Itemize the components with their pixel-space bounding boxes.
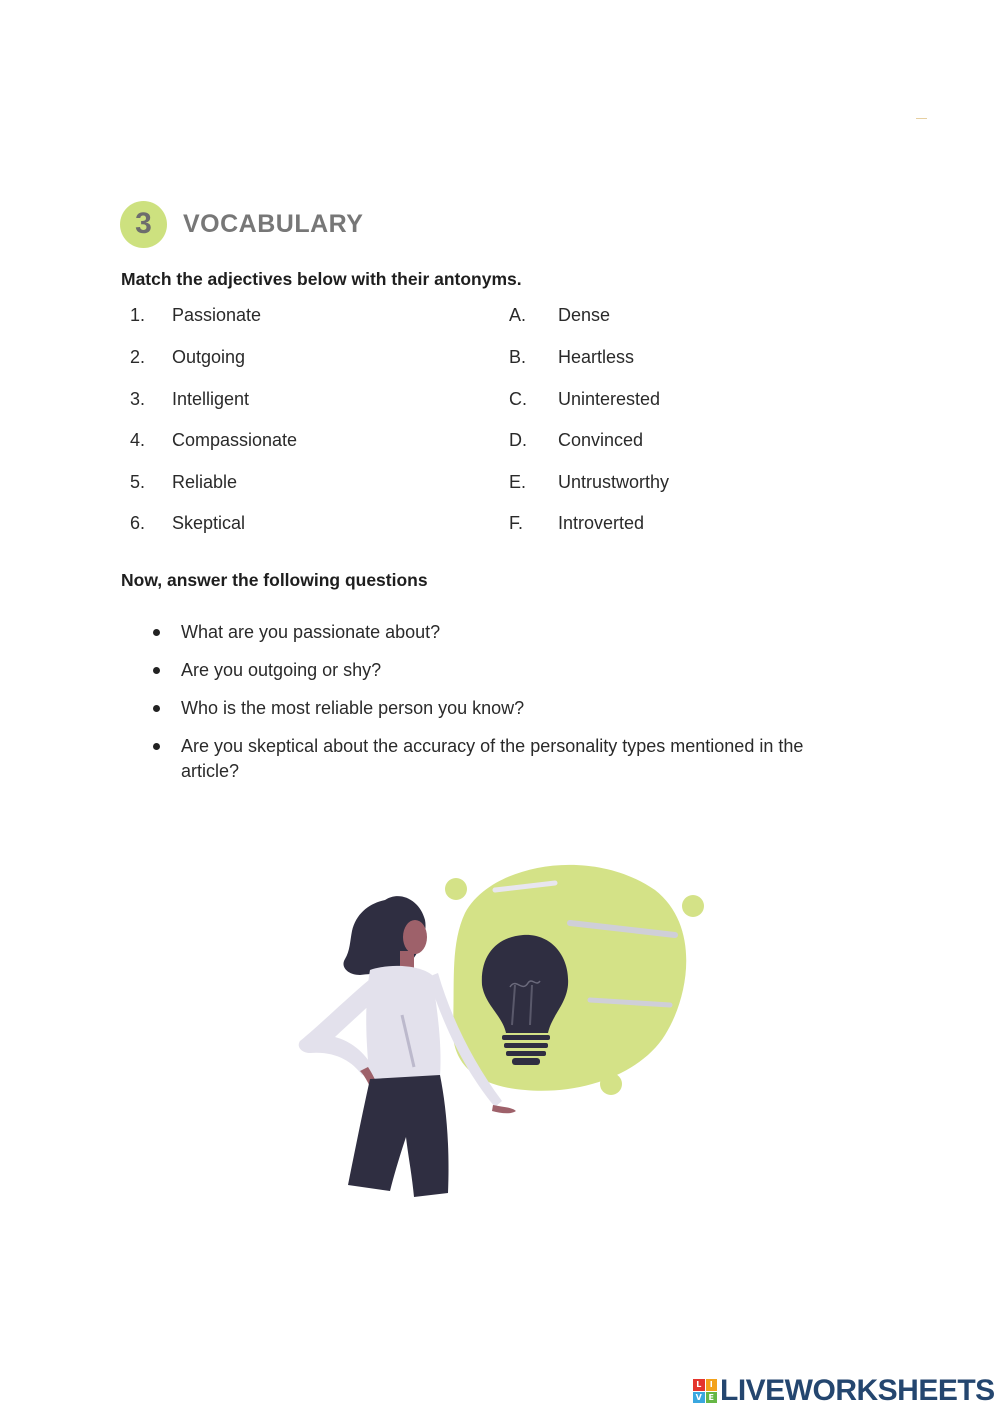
question-item	[150, 696, 850, 721]
logo-letter: I	[706, 1379, 718, 1391]
adjective-number: 1.	[130, 305, 146, 325]
question-item	[150, 734, 850, 784]
match-row	[0, 472, 1000, 496]
adjective-number: 6.	[130, 513, 146, 533]
antonym-word: Introverted	[558, 513, 645, 533]
adjective-word: Reliable	[172, 472, 238, 492]
question-text: Who is the most reliable person you know?	[181, 698, 525, 718]
adjective-number: 4.	[130, 430, 146, 450]
question-text: Are you skeptical about the accuracy of the personality types mentioned in the article?	[181, 736, 804, 781]
questions-instruction: Now, answer the following questions	[121, 570, 428, 590]
bullet-icon	[153, 743, 160, 750]
section-title: VOCABULARY	[183, 209, 364, 238]
watermark-text: LIVEWORKSHEETS	[720, 1374, 995, 1407]
antonym-word: Dense	[558, 305, 611, 325]
antonym-letter: B.	[509, 347, 527, 367]
decorative-dash	[916, 118, 927, 119]
question-item	[150, 620, 850, 645]
match-row	[0, 305, 1000, 329]
adjective-number: 3.	[130, 389, 146, 409]
bullet-icon	[153, 629, 160, 636]
antonym-letter: A.	[509, 305, 527, 325]
woman-with-lightbulb-illustration	[290, 855, 720, 1205]
antonym-letter: E.	[509, 472, 527, 492]
question-item	[150, 658, 850, 683]
question-text: Are you outgoing or shy?	[181, 660, 382, 680]
liveworksheets-watermark	[693, 1374, 995, 1408]
antonym-word: Uninterested	[558, 389, 661, 409]
question-text: What are you passionate about?	[181, 622, 441, 642]
adjective-word: Outgoing	[172, 347, 246, 367]
decorative-dot	[600, 1073, 622, 1095]
logo-letter: E	[706, 1392, 718, 1404]
antonym-word: Heartless	[558, 347, 635, 367]
decorative-dot	[445, 878, 467, 900]
adjective-number: 5.	[130, 472, 146, 492]
question-list	[150, 620, 850, 797]
logo-letter: L	[693, 1379, 705, 1391]
decorative-dot	[682, 895, 704, 917]
logo-letter: V	[693, 1392, 705, 1404]
antonym-word: Convinced	[558, 430, 644, 450]
match-row	[0, 347, 1000, 371]
antonym-letter: C.	[509, 389, 527, 409]
antonym-letter: F.	[509, 513, 524, 533]
match-row	[0, 430, 1000, 454]
section-number-badge: 3	[120, 201, 167, 248]
match-row	[0, 513, 1000, 537]
adjective-number: 2.	[130, 347, 146, 367]
adjective-word: Skeptical	[172, 513, 246, 533]
adjective-word: Compassionate	[172, 430, 298, 450]
antonym-word: Untrustworthy	[558, 472, 670, 492]
bullet-icon	[153, 705, 160, 712]
section-header	[120, 199, 363, 249]
bullet-icon	[153, 667, 160, 674]
adjective-word: Passionate	[172, 305, 262, 325]
match-row	[0, 389, 1000, 413]
antonym-letter: D.	[509, 430, 527, 450]
liveworksheets-logo-icon	[693, 1379, 717, 1403]
matching-instruction: Match the adjectives below with their antonyms.	[121, 269, 522, 289]
adjective-word: Intelligent	[172, 389, 250, 409]
